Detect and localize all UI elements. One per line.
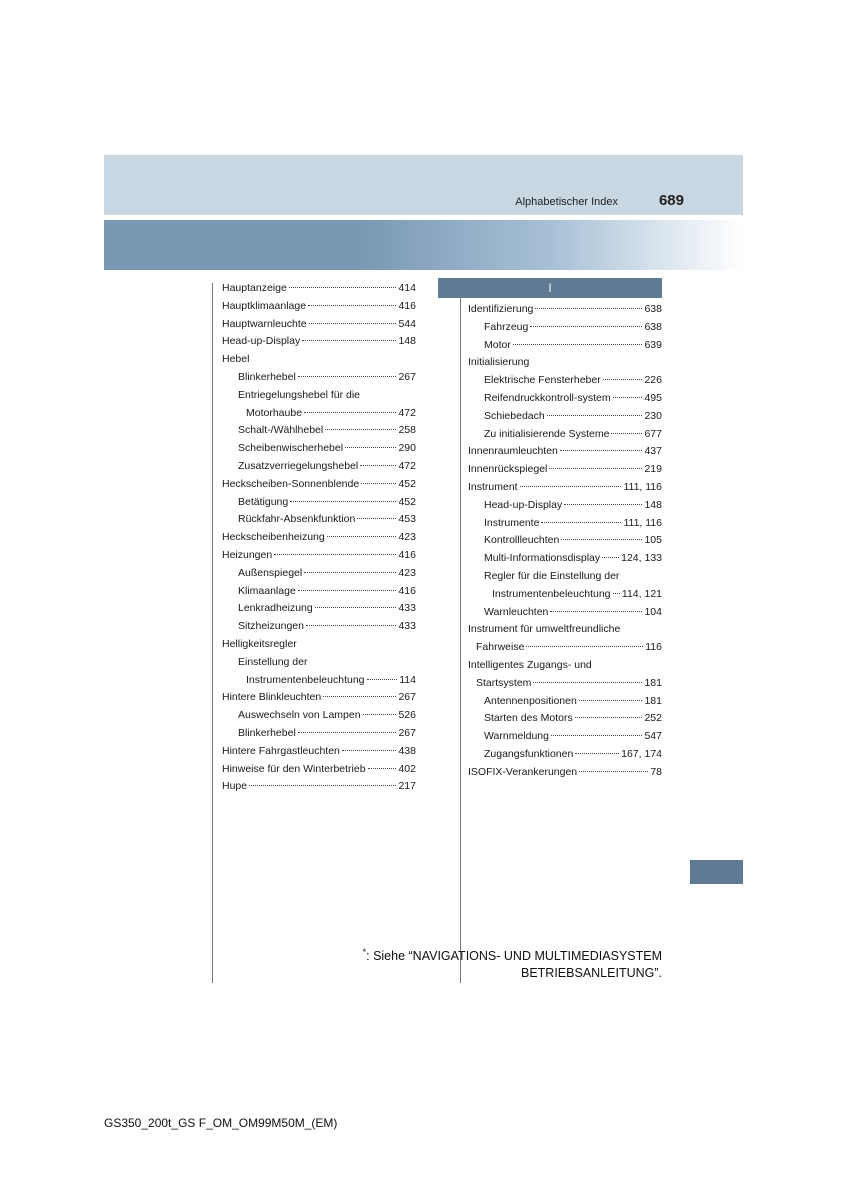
index-term: Rückfahr-Absenkfunktion (238, 513, 356, 526)
index-page-ref: 544 (398, 317, 416, 330)
index-entry (468, 515, 662, 533)
index-entry (222, 316, 416, 334)
leader-dots (513, 344, 643, 345)
leader-dots (308, 305, 396, 306)
index-page-ref: 433 (398, 602, 416, 615)
leader-dots (575, 753, 619, 754)
section-tab (690, 860, 743, 884)
index-term: Auswechseln von Lampen (238, 709, 361, 722)
index-entry (468, 710, 662, 728)
index-entry (468, 461, 662, 479)
index-page-ref: 105 (644, 534, 662, 547)
index-term: Heckscheibenheizung (222, 531, 325, 544)
index-page-ref: 181 (644, 694, 662, 707)
index-page-ref: 547 (644, 730, 662, 743)
index-entry (468, 497, 662, 515)
leader-dots (551, 735, 642, 736)
leader-dots (602, 557, 619, 558)
index-term: Instrument für umweltfreundliche (468, 623, 621, 636)
index-entry (222, 672, 416, 690)
index-term: ISOFIX-Verankerungen (468, 765, 578, 778)
leader-dots (315, 607, 397, 608)
index-term: Hebel (222, 353, 250, 366)
index-entry (222, 458, 416, 476)
index-page-ref: 437 (644, 445, 662, 458)
index-entry (468, 604, 662, 622)
index-entry (468, 532, 662, 550)
leader-dots (613, 397, 643, 398)
index-term: Hauptanzeige (222, 282, 287, 294)
index-entry (468, 408, 662, 426)
index-page-ref: 230 (644, 409, 662, 422)
index-term: Heizungen (222, 548, 273, 561)
index-page-ref: 267 (398, 726, 416, 739)
index-entry (468, 728, 662, 746)
index-entry (468, 337, 662, 355)
index-page-ref: 414 (398, 282, 416, 294)
index-term: Antennenpositionen (484, 694, 577, 707)
leader-dots (323, 696, 396, 697)
index-term: Instrumentenbeleuchtung (492, 587, 611, 600)
index-page-ref: 433 (398, 620, 416, 633)
index-entry (468, 354, 662, 372)
leader-dots (302, 340, 396, 341)
document-code: GS350_200t_GS F_OM_OM99M50M_(EM) (104, 1116, 338, 1130)
index-entry (468, 568, 662, 586)
index-term: Reifendruckkontroll-system (484, 391, 611, 404)
leader-dots (561, 539, 642, 540)
index-page-ref: 116 (645, 641, 662, 654)
leader-dots (547, 415, 643, 416)
leader-dots (367, 679, 398, 680)
index-term: Head-up-Display (222, 335, 301, 348)
index-entry (222, 743, 416, 761)
index-term: Multi-Informationsdisplay (484, 552, 601, 565)
section-title: Alphabetischer Index (515, 196, 618, 208)
gradient-band (104, 220, 743, 270)
index-term: Schiebedach (484, 409, 545, 422)
leader-dots (298, 732, 397, 733)
page-number: 689 (658, 192, 684, 209)
index-term: Instrumente (484, 516, 540, 529)
leader-dots (579, 700, 643, 701)
index-term: Heckscheiben-Sonnenblende (222, 477, 360, 490)
footnote-line-1: : Siehe “NAVIGATIONS- UND MULTIMEDIASYSTEM (366, 949, 662, 964)
index-term: Klimaanlage (238, 584, 296, 597)
index-page-ref: 639 (644, 338, 662, 351)
index-entry (222, 778, 416, 796)
index-entry (468, 693, 662, 711)
index-term: Startsystem (476, 676, 532, 689)
index-entry (222, 547, 416, 565)
index-entry (222, 298, 416, 316)
index-column-left (222, 280, 416, 796)
index-page-ref: 258 (398, 424, 416, 437)
index-term: Fahrzeug (484, 320, 529, 333)
index-page-ref: 226 (644, 374, 662, 387)
left-divider (212, 283, 213, 983)
leader-dots (289, 287, 397, 288)
index-term: Instrument (468, 480, 518, 493)
index-term: Hauptwarnleuchte (222, 317, 307, 330)
leader-dots (304, 412, 396, 413)
index-term: Warnmeldung (484, 730, 549, 743)
index-term: Innenraumleuchten (468, 445, 558, 458)
index-entry (468, 621, 662, 639)
index-term: Head-up-Display (484, 498, 563, 511)
leader-dots (579, 771, 648, 772)
index-entry (222, 600, 416, 618)
index-entry (468, 390, 662, 408)
index-term: Zu initialisierende Systeme (484, 427, 610, 440)
leader-dots (613, 593, 620, 594)
index-term: Lenkradheizung (238, 602, 313, 615)
index-term: Betätigung (238, 495, 289, 508)
footnote-marker: * (362, 947, 367, 957)
index-entry (222, 387, 416, 405)
index-term: Zusatzverriegelungshebel (238, 459, 359, 472)
center-divider (460, 283, 461, 983)
leader-dots (309, 323, 397, 324)
index-entry (468, 639, 662, 657)
index-entry (222, 725, 416, 743)
index-entry (468, 426, 662, 444)
index-entry (222, 511, 416, 529)
index-term: Fahrweise (476, 641, 525, 654)
index-term: Motor (484, 338, 511, 351)
index-page-ref: 438 (398, 744, 416, 757)
index-term: Sitzheizungen (238, 620, 304, 633)
index-term: Regler für die Einstellung der (484, 569, 620, 582)
footnote-line-2: BETRIEBSANLEITUNG”. (521, 966, 662, 981)
index-term: Elektrische Fensterheber (484, 374, 601, 387)
leader-dots (564, 504, 642, 505)
leader-dots (363, 714, 397, 715)
index-page-ref: 423 (398, 566, 416, 579)
index-entry (222, 405, 416, 423)
leader-dots (520, 486, 622, 487)
index-page-ref: 526 (398, 709, 416, 722)
leader-dots (298, 376, 397, 377)
index-term: Schalt-/Wählhebel (238, 424, 324, 437)
index-entry (222, 583, 416, 601)
index-term: Zugangsfunktionen (484, 747, 574, 760)
index-page-ref: 124, 133 (621, 552, 662, 565)
leader-dots (357, 518, 396, 519)
leader-dots (345, 447, 396, 448)
index-entry (222, 422, 416, 440)
index-entry (222, 529, 416, 547)
index-page-ref: 111, 116 (623, 516, 662, 529)
index-term: Instrumentenbeleuchtung (246, 673, 365, 686)
leader-dots (550, 611, 642, 612)
index-entry (222, 689, 416, 707)
leader-dots (611, 433, 642, 434)
index-entry (222, 654, 416, 672)
index-term: Motorhaube (246, 406, 303, 419)
index-entry (222, 476, 416, 494)
index-term: Initialisierung (468, 356, 530, 369)
index-term: Hintere Fahrgastleuchten (222, 744, 340, 757)
leader-dots (533, 682, 642, 683)
index-term: Innenrückspiegel (468, 463, 548, 476)
index-page-ref: 148 (398, 335, 416, 348)
index-term: Helligkeitsregler (222, 637, 297, 650)
index-page-ref: 267 (398, 691, 416, 704)
index-entry (222, 761, 416, 779)
index-page-ref: 677 (644, 427, 662, 440)
letter-heading: I (438, 278, 662, 298)
index-page-ref: 267 (398, 370, 416, 383)
leader-dots (298, 590, 397, 591)
index-entry (222, 440, 416, 458)
index-page-ref: 111, 116 (623, 480, 662, 493)
index-entry (222, 707, 416, 725)
index-column-right (468, 301, 662, 782)
index-entry (468, 746, 662, 764)
index-entry (468, 586, 662, 604)
leader-dots (304, 572, 396, 573)
leader-dots (327, 536, 397, 537)
index-term: Hintere Blinkleuchten (222, 691, 322, 704)
index-term: Starten des Motors (484, 712, 573, 725)
index-entry (468, 443, 662, 461)
index-term: Hauptklimaanlage (222, 299, 307, 312)
index-entry (468, 675, 662, 693)
index-term: Hinweise für den Winterbetrieb (222, 762, 366, 775)
index-entry (222, 636, 416, 654)
index-page-ref: 453 (398, 513, 416, 526)
index-page-ref: 167, 174 (621, 747, 662, 760)
index-page-ref: 114, 121 (621, 587, 662, 600)
index-entry (222, 565, 416, 583)
index-page-ref: 219 (644, 463, 662, 476)
index-term: Blinkerhebel (238, 370, 296, 383)
index-page-ref: 252 (644, 712, 662, 725)
leader-dots (575, 717, 643, 718)
index-entry (222, 494, 416, 512)
index-page-ref: 638 (644, 320, 662, 333)
index-term: Außenspiegel (238, 566, 303, 579)
index-entry (468, 479, 662, 497)
index-page-ref: 452 (398, 477, 416, 490)
index-page-ref: 104 (644, 605, 662, 618)
index-page-ref: 114 (399, 673, 416, 686)
index-term: Intelligentes Zugangs- und (468, 658, 592, 671)
index-page-ref: 217 (398, 780, 416, 793)
leader-dots (325, 429, 396, 430)
index-entry (222, 280, 416, 298)
index-page-ref: 452 (398, 495, 416, 508)
index-term: Scheibenwischerhebel (238, 442, 344, 455)
footnote (300, 944, 662, 982)
leader-dots (361, 483, 396, 484)
index-term: Einstellung der (238, 655, 308, 668)
index-page-ref: 472 (398, 459, 416, 472)
leader-dots (342, 750, 397, 751)
index-term: Entriegelungshebel für die (238, 388, 361, 401)
leader-dots (360, 465, 396, 466)
index-page-ref: 78 (650, 765, 662, 778)
index-page-ref: 495 (644, 391, 662, 404)
leader-dots (603, 379, 643, 380)
leader-dots (249, 785, 396, 786)
index-entry (468, 301, 662, 319)
index-entry (222, 369, 416, 387)
leader-dots (535, 308, 642, 309)
index-term: Identifizierung (468, 303, 534, 315)
index-page-ref: 181 (644, 676, 662, 689)
index-term: Warnleuchten (484, 605, 549, 618)
index-page-ref: 402 (398, 762, 416, 775)
index-entry (468, 372, 662, 390)
index-page-ref: 416 (398, 584, 416, 597)
index-entry (468, 764, 662, 782)
leader-dots (290, 501, 396, 502)
index-entry (468, 550, 662, 568)
index-page-ref: 638 (644, 303, 662, 315)
index-entry (222, 351, 416, 369)
index-page-ref: 290 (398, 442, 416, 455)
index-term: Hupe (222, 780, 248, 793)
index-page-ref: 148 (644, 498, 662, 511)
index-entry (468, 657, 662, 675)
leader-dots (526, 646, 643, 647)
index-page-ref: 416 (398, 548, 416, 561)
leader-dots (306, 625, 397, 626)
index-page-ref: 416 (398, 299, 416, 312)
index-page-ref: 472 (398, 406, 416, 419)
index-entry (468, 319, 662, 337)
leader-dots (560, 450, 643, 451)
index-entry (222, 333, 416, 351)
leader-dots (368, 768, 397, 769)
leader-dots (530, 326, 642, 327)
leader-dots (274, 554, 396, 555)
index-page-ref: 423 (398, 531, 416, 544)
index-entry (222, 618, 416, 636)
leader-dots (549, 468, 642, 469)
index-term: Kontrollleuchten (484, 534, 560, 547)
index-term: Blinkerhebel (238, 726, 296, 739)
leader-dots (541, 522, 621, 523)
